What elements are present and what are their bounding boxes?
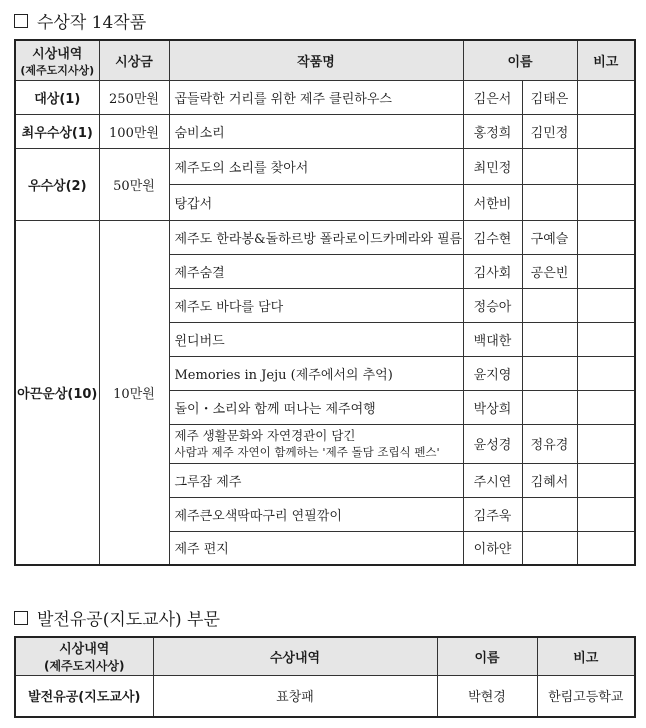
header-name: 이름 (463, 40, 577, 80)
cell-work: 제주도 한라봉&돌하르방 폴라로이드카메라와 필름 (169, 220, 463, 254)
cell-note (577, 254, 635, 288)
cell-work: Memories in Jeju (제주에서의 추억) (169, 356, 463, 390)
cell-work: 제주숨결 (169, 254, 463, 288)
cell-note (577, 424, 635, 463)
cell-name: 윤지영 (463, 356, 522, 390)
cell-name (522, 184, 577, 220)
cell-name: 공은빈 (522, 254, 577, 288)
cell-work: 윈디버드 (169, 322, 463, 356)
cell-name: 정승아 (463, 288, 522, 322)
cell-note (577, 184, 635, 220)
cell-work: 곱들락한 거리를 위한 제주 클린하우스 (169, 80, 463, 114)
header-prize: 시상금 (99, 40, 169, 80)
cell-name: 박현경 (437, 675, 537, 717)
cell-name: 김주욱 (463, 497, 522, 531)
cell-note (577, 531, 635, 565)
checkbox-square-icon (14, 611, 28, 625)
cell-name: 이하얀 (463, 531, 522, 565)
cell-name: 김은서 (463, 80, 522, 114)
table-row (15, 220, 635, 254)
cell-category: 발전유공(지도교사) (15, 675, 153, 717)
cell-name: 구예슬 (522, 220, 577, 254)
checkbox-square-icon (14, 14, 28, 28)
cell-name (522, 531, 577, 565)
cell-award: 최우수상(1) (15, 114, 99, 148)
cell-note (577, 148, 635, 184)
cell-work: 제주도 바다를 담다 (169, 288, 463, 322)
cell-name: 홍정희 (463, 114, 522, 148)
cell-prize: 50만원 (99, 148, 169, 220)
cell-name: 김수현 (463, 220, 522, 254)
cell-work: 숨비소리 (169, 114, 463, 148)
header-work: 작품명 (169, 40, 463, 80)
section1-title: 수상작 14작품 (37, 13, 147, 33)
cell-note (577, 497, 635, 531)
cell-name (522, 356, 577, 390)
cell-note (577, 322, 635, 356)
teacher-table-header (15, 637, 635, 675)
header-note: 비고 (577, 40, 635, 80)
cell-prize: 10만원 (99, 220, 169, 565)
cell-name: 박상희 (463, 390, 522, 424)
table-row (15, 114, 635, 148)
cell-name: 김태은 (522, 80, 577, 114)
cell-award: 우수상(2) (15, 148, 99, 220)
work-line: 제주 생활문화와 자연경관이 담긴 (174, 427, 356, 443)
cell-work (169, 424, 463, 463)
header-note: 비고 (537, 637, 635, 675)
cell-note: 한림고등학교 (537, 675, 635, 717)
cell-name (522, 497, 577, 531)
cell-prize: 100만원 (99, 114, 169, 148)
header-name: 이름 (437, 637, 537, 675)
cell-name (522, 288, 577, 322)
cell-name: 윤성경 (463, 424, 522, 463)
teacher-award-table (14, 636, 636, 718)
cell-name: 정유경 (522, 424, 577, 463)
cell-name: 서한비 (463, 184, 522, 220)
cell-work: 제주 편지 (169, 531, 463, 565)
cell-work: 제주도의 소리를 찾아서 (169, 148, 463, 184)
cell-note (577, 220, 635, 254)
cell-name: 백대한 (463, 322, 522, 356)
cell-work: 제주큰오색딱따구리 연필깎이 (169, 497, 463, 531)
section2-title: 발전유공(지도교사) 부문 (37, 610, 220, 630)
work-line: 사람과 제주 자연이 함께하는 '제주 돌담 조립식 펜스' (174, 444, 440, 459)
cell-award: 아끈운상(10) (15, 220, 99, 565)
cell-work: 탕갑서 (169, 184, 463, 220)
table-row (15, 80, 635, 114)
cell-note (577, 288, 635, 322)
awards-table (14, 39, 636, 566)
cell-note (577, 463, 635, 497)
cell-name (522, 390, 577, 424)
table-row (15, 675, 635, 717)
awards-table-header (15, 40, 635, 80)
cell-award: 대상(1) (15, 80, 99, 114)
header-category: 시상내역 (제주도지사상) (15, 637, 153, 675)
cell-note (577, 390, 635, 424)
cell-note (577, 356, 635, 390)
cell-award: 표창패 (153, 675, 437, 717)
cell-note (577, 80, 635, 114)
cell-prize: 250만원 (99, 80, 169, 114)
cell-work: 그루잠 제주 (169, 463, 463, 497)
cell-name: 주시연 (463, 463, 522, 497)
cell-work: 돌이・소리와 함께 떠나는 제주여행 (169, 390, 463, 424)
cell-name: 김민정 (522, 114, 577, 148)
section2-heading (14, 605, 220, 630)
cell-name: 최민정 (463, 148, 522, 184)
cell-name: 김사회 (463, 254, 522, 288)
cell-name (522, 322, 577, 356)
section1-heading (14, 8, 146, 33)
header-category: 시상내역 (제주도지사상) (15, 40, 99, 80)
header-award: 수상내역 (153, 637, 437, 675)
cell-note (577, 114, 635, 148)
cell-name: 김혜서 (522, 463, 577, 497)
cell-name (522, 148, 577, 184)
table-row (15, 148, 635, 184)
